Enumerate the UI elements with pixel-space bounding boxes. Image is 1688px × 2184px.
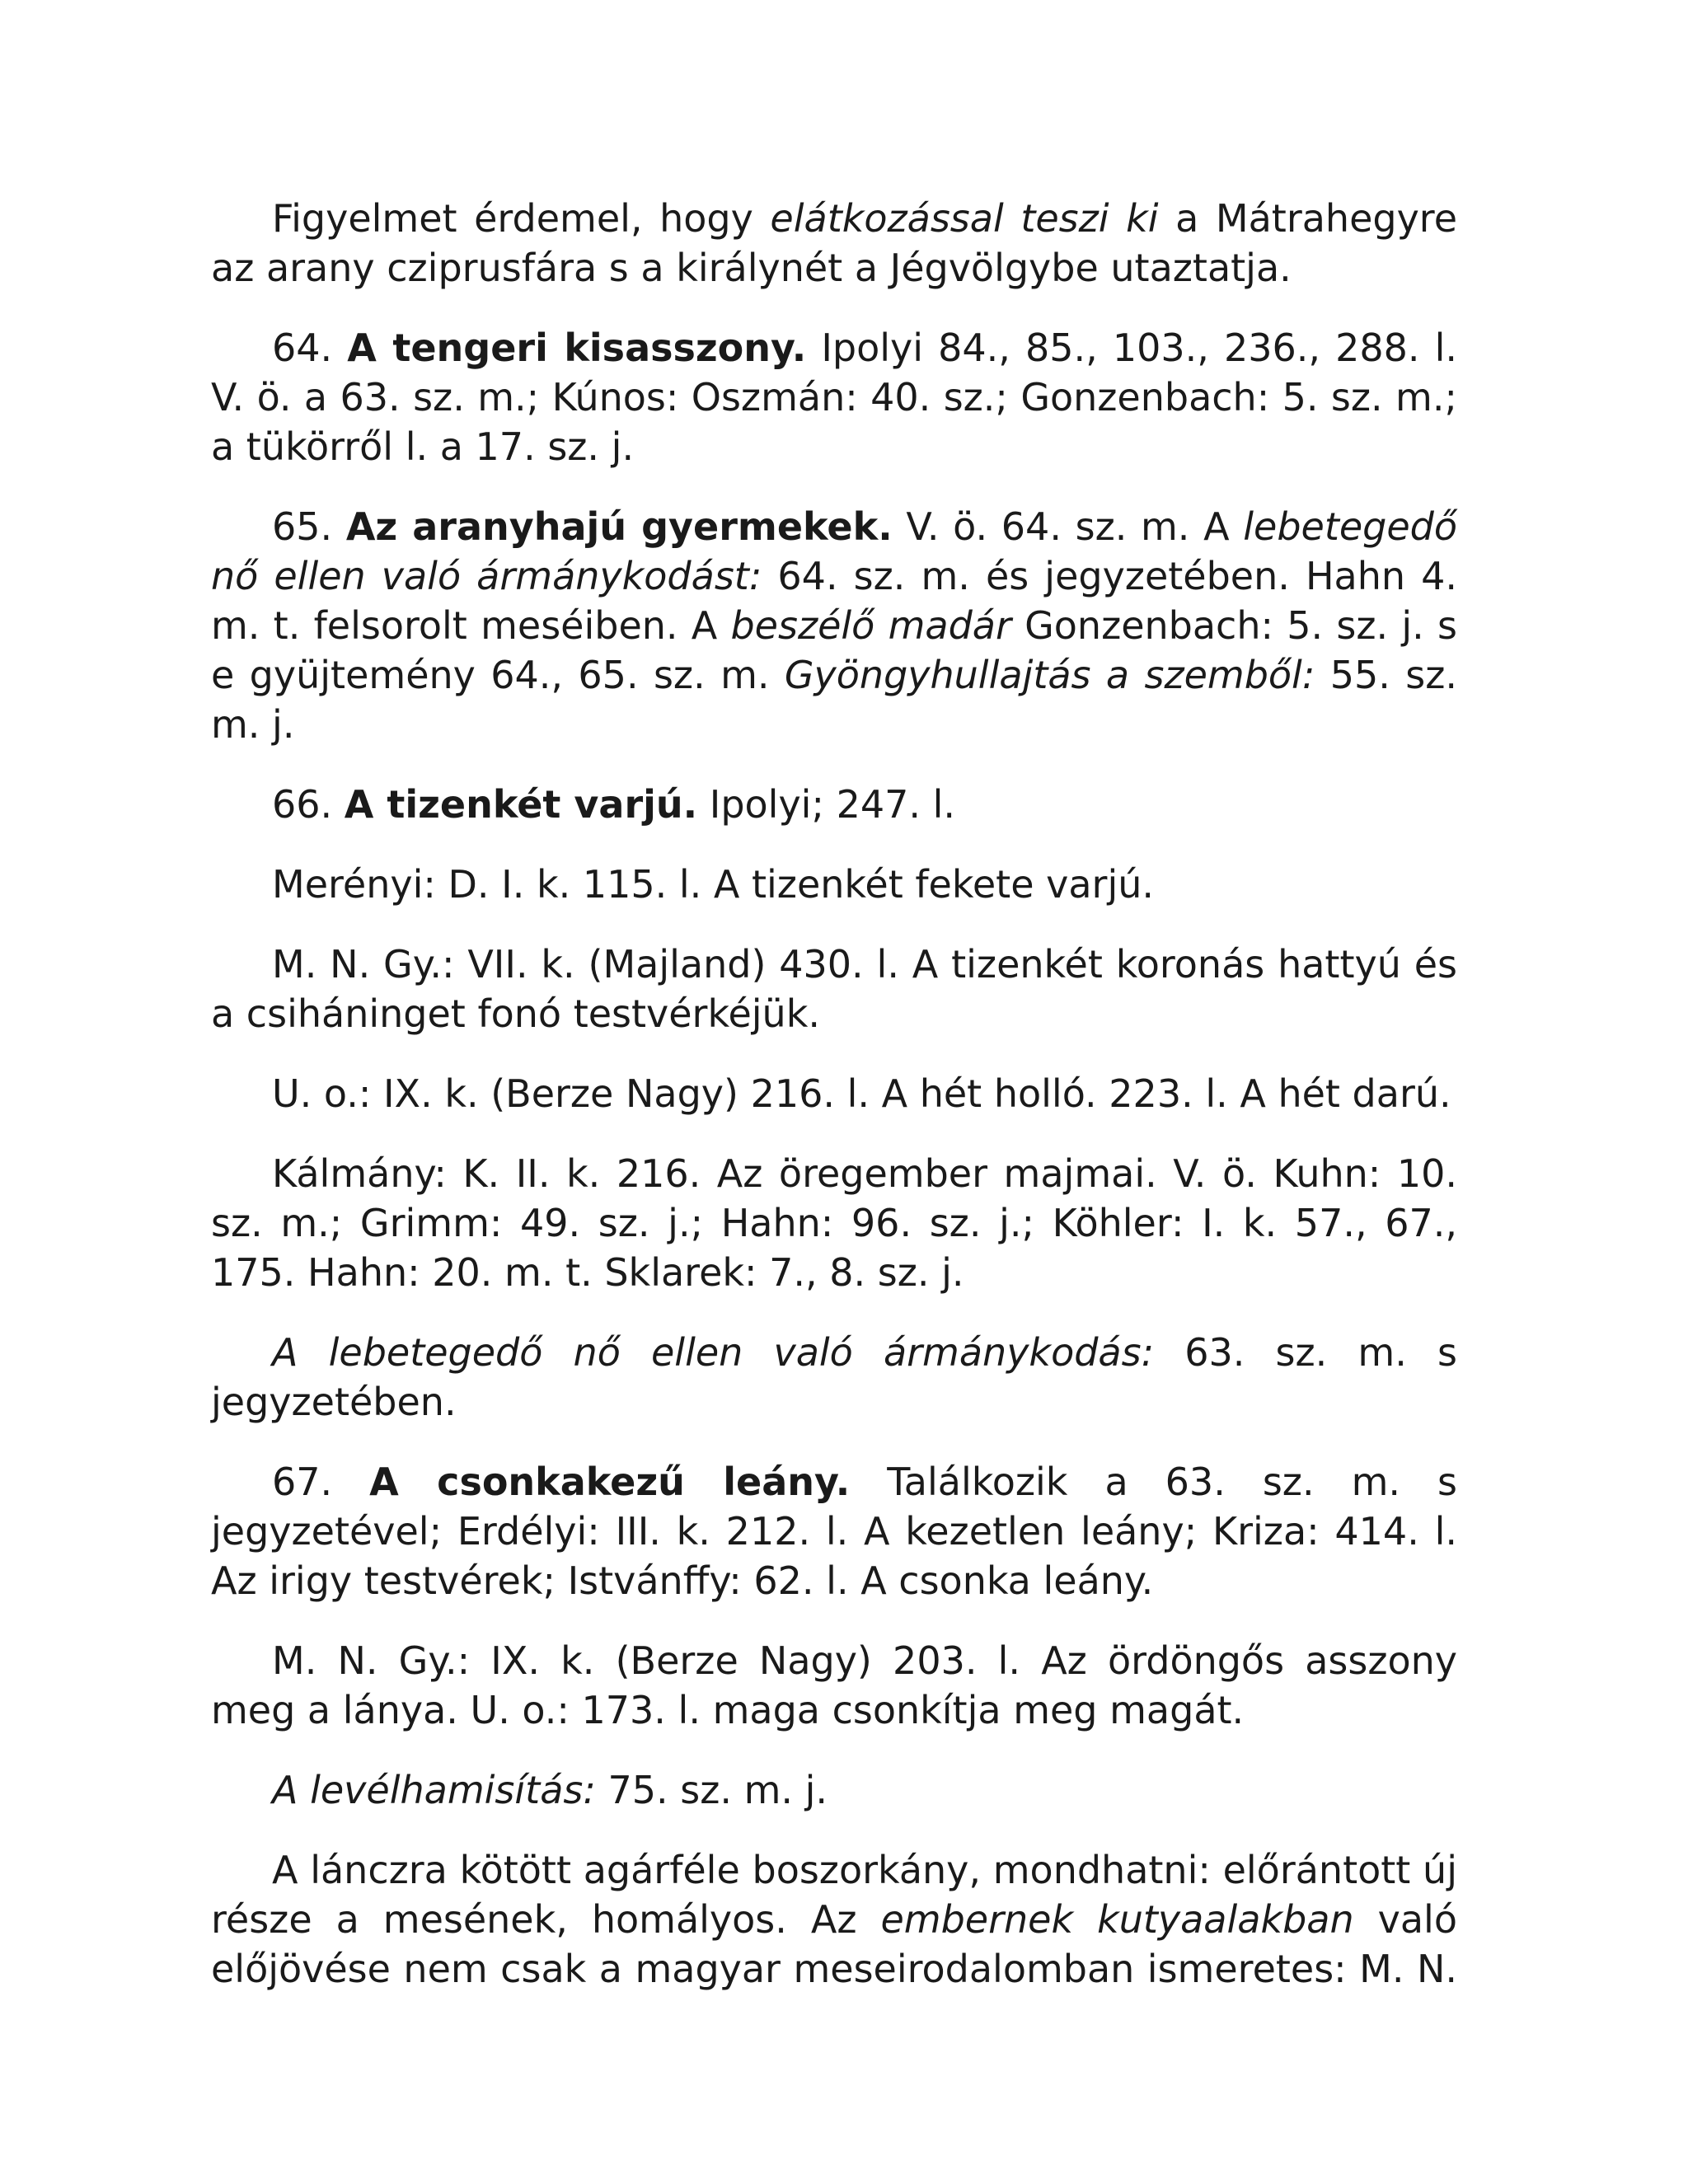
entry-title: A tengeri kisasszony. xyxy=(347,326,807,370)
text-run: M. N. Gy.: IX. k. (Berze Nagy) 203. l. Az ördöngős asszony meg a lánya. U. o.: 173. l. maga csonkítja meg magát. xyxy=(211,1638,1457,1732)
text-run: 66. xyxy=(272,782,345,827)
text-run: 64. sz. m. és jegyzetében. Hahn 4. m. t. felsorolt meséiben. A xyxy=(211,554,1457,648)
text-run: való előjövése nem csak a magyar meseirodalomban ismeretes: M. N. xyxy=(211,1897,1457,1991)
entry-title: A tizenkét varjú. xyxy=(344,782,698,827)
text-run: Találkozik a 63. sz. m. s jegyzetével; Erdélyi: III. k. 212. l. A kezetlen leány; Kriza: 414. l. Az irigy testvérek; Istvánffy: 62. l. A csonka leány. xyxy=(211,1460,1457,1603)
entry-title: A csonkakezű leány. xyxy=(369,1460,851,1504)
text-run: Figyelmet érdemel, hogy xyxy=(272,196,771,241)
paragraph xyxy=(211,1149,1457,1297)
paragraph xyxy=(211,1069,1457,1118)
paragraph xyxy=(211,502,1457,749)
paragraph xyxy=(211,194,1457,293)
text-run: Ipolyi; 247. l. xyxy=(697,782,956,827)
italic-phrase: Gyöngyhullajtás a szemből: xyxy=(784,653,1315,697)
italic-phrase: embernek kutyaalakban xyxy=(880,1897,1354,1942)
text-run: U. o.: IX. k. (Berze Nagy) 216. l. A hét holló. 223. l. A hét darú. xyxy=(272,1071,1451,1116)
text-run: 63. sz. m. s jegyzetében. xyxy=(211,1330,1457,1424)
text-run: a Mátrahegyre az arany cziprusfára s a királynét a Jégvölgybe utaztatja. xyxy=(211,196,1458,290)
italic-phrase: beszélő madár xyxy=(730,603,1011,648)
paragraph xyxy=(211,780,1457,829)
text-run: Merényi: D. I. k. 115. l. A tizenkét fekete varjú. xyxy=(272,862,1154,907)
paragraph xyxy=(211,1328,1457,1427)
italic-phrase: lebetegedő nő ellen való ármánykodást: xyxy=(211,504,1457,598)
paragraph xyxy=(211,1765,1457,1815)
text-run: V. ö. 64. sz. m. A xyxy=(892,504,1244,549)
italic-phrase: A levélhamisítás: xyxy=(272,1768,596,1812)
document-page xyxy=(211,194,1457,1994)
paragraph xyxy=(211,940,1457,1038)
text-run: 67. xyxy=(272,1460,370,1504)
paragraph xyxy=(211,1845,1457,1994)
text-run: M. N. Gy.: VII. k. (Majland) 430. l. A tizenkét koronás hattyú és a csiháninget fonó testvérkéjük. xyxy=(211,942,1457,1036)
text-run: 65. xyxy=(272,504,346,549)
text-run: A lánczra kötött agárféle boszorkány, mondhatni: előrántott új része a mesének, homályos. Az xyxy=(211,1848,1457,1942)
entry-title: Az aranyhajú gyermekek. xyxy=(345,504,893,549)
italic-phrase: A lebetegedő nő ellen való ármánykodás: xyxy=(272,1330,1155,1375)
paragraph xyxy=(211,860,1457,909)
paragraph xyxy=(211,323,1457,471)
text-run: 55. sz. m. j. xyxy=(211,653,1457,747)
italic-phrase: elátkozással teszi ki xyxy=(770,196,1159,241)
text-run: Ipolyi 84., 85., 103., 236., 288. l. V. ö. a 63. sz. m.; Kúnos: Oszmán: 40. sz.; Gonzenbach: 5. sz. m.; a tükörről l. a 17. sz. j. xyxy=(211,326,1458,469)
paragraph xyxy=(211,1457,1457,1605)
paragraph xyxy=(211,1636,1457,1735)
text-run: 64. xyxy=(272,326,348,370)
text-run: 75. sz. m. j. xyxy=(595,1768,828,1812)
text-run: Gonzenbach: 5. sz. j. s e gyüjtemény 64., 65. sz. m. xyxy=(211,603,1457,697)
text-run: Kálmány: K. II. k. 216. Az öregember majmai. V. ö. Kuhn: 10. sz. m.; Grimm: 49. sz. j.; Hahn: 96. sz. j.; Köhler: I. k. 57., 67., 175. Hahn: 20. m. t. Sklarek: 7., 8. sz. j. xyxy=(211,1151,1457,1295)
